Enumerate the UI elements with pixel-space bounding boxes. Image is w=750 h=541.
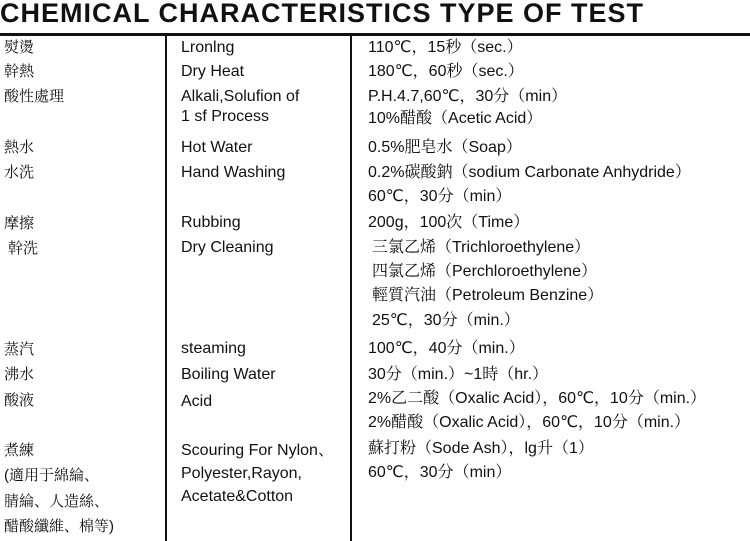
row-en-acid: Acid [181,393,213,410]
row-cond-acid-treatment-line1: P.H.4.7,60℃，30分（min） [368,88,568,105]
row-cn-hot-water: 熱水 [4,139,35,156]
row-cond-scouring-line1: 蘇打粉（Sode Ash），lg升（1） [368,440,594,457]
row-cond-dry-cleaning-line4: 25℃，30分（min.） [372,312,520,329]
row-en-rubbing: Rubbing [181,214,241,231]
row-cn-ironing: 熨燙 [4,39,35,56]
row-en-acid-treatment-line1: Alkali,Solufion of [181,88,300,105]
row-cn-dry-cleaning: 幹洗 [8,240,39,257]
row-cond-dry-cleaning-line1: 三氯乙烯（Trichloroethylene） [372,239,591,256]
row-cn-acid-treatment: 酸性處理 [4,88,65,105]
column-divider-1 [165,36,167,541]
row-en-hand-washing: Hand Washing [181,164,286,181]
row-cond-boiling-water: 30分（min.）~1時（hr.） [368,366,549,383]
row-cond-hot-water: 0.5%肥皂水（Soap） [368,139,522,156]
row-en-scouring-line2: Polyester,Rayon, [181,465,302,482]
row-en-scouring-line1: Scouring For Nylon、 [181,442,334,459]
row-cn-hand-washing: 水洗 [4,164,35,181]
row-cn-boiling-water: 沸水 [4,366,35,383]
column-divider-2 [350,36,352,541]
row-cn-scouring-line2: (適用于綿綸、 [4,467,99,484]
row-cond-dry-heat: 180℃，60秒（sec.） [368,63,524,80]
row-cond-acid-line2: 2%醋酸（Oxalic Acid），60℃，10分（min.） [368,414,691,431]
row-cond-dry-cleaning-line2: 四氯乙烯（Perchloroethylene） [372,263,597,280]
row-cond-hand-washing-line1: 0.2%碳酸鈉（sodium Carbonate Anhydride） [368,164,691,181]
row-en-dry-cleaning: Dry Cleaning [181,239,274,256]
row-cond-acid-treatment-line2: 10%醋酸（Acetic Acid） [368,110,543,127]
row-cond-hand-washing-line2: 60℃，30分（min） [368,188,512,205]
row-en-dry-heat: Dry Heat [181,63,245,80]
row-cn-acid: 酸液 [4,392,35,409]
row-cond-acid-line1: 2%乙二酸（Oxalic Acid），60℃，10分（min.） [368,390,707,407]
row-cond-dry-cleaning-line3: 輕質汽油（Petroleum Benzine） [372,287,604,304]
row-cn-scouring-line1: 煮練 [4,442,35,459]
row-cond-ironing: 110℃，15秒（sec.） [368,39,523,56]
row-cn-rubbing: 摩擦 [4,215,35,232]
row-en-ironing: Lronlng [181,39,235,56]
page-title: CHEMICAL CHARACTERISTICS TYPE OF TEST [0,0,645,28]
row-cn-dry-heat: 幹熱 [4,63,35,80]
row-en-hot-water: Hot Water [181,139,253,156]
row-cn-scouring-line4: 醋酸纖維、棉等) [4,518,114,535]
row-cond-scouring-line2: 60℃，30分（min） [368,464,512,481]
row-cn-scouring-line3: 腈綸、人造絲、 [4,493,110,510]
row-en-scouring-line3: Acetate&Cotton [181,488,294,505]
row-en-acid-treatment-line2: 1 sf Process [181,108,270,125]
row-en-steaming: steaming [181,340,246,357]
row-cn-steaming: 蒸汽 [4,341,35,358]
row-en-boiling-water: Boiling Water [181,366,276,383]
row-cond-rubbing: 200g，100次（Time） [368,214,530,231]
row-cond-steaming: 100℃，40分（min.） [368,340,525,357]
title-underline [0,33,750,36]
